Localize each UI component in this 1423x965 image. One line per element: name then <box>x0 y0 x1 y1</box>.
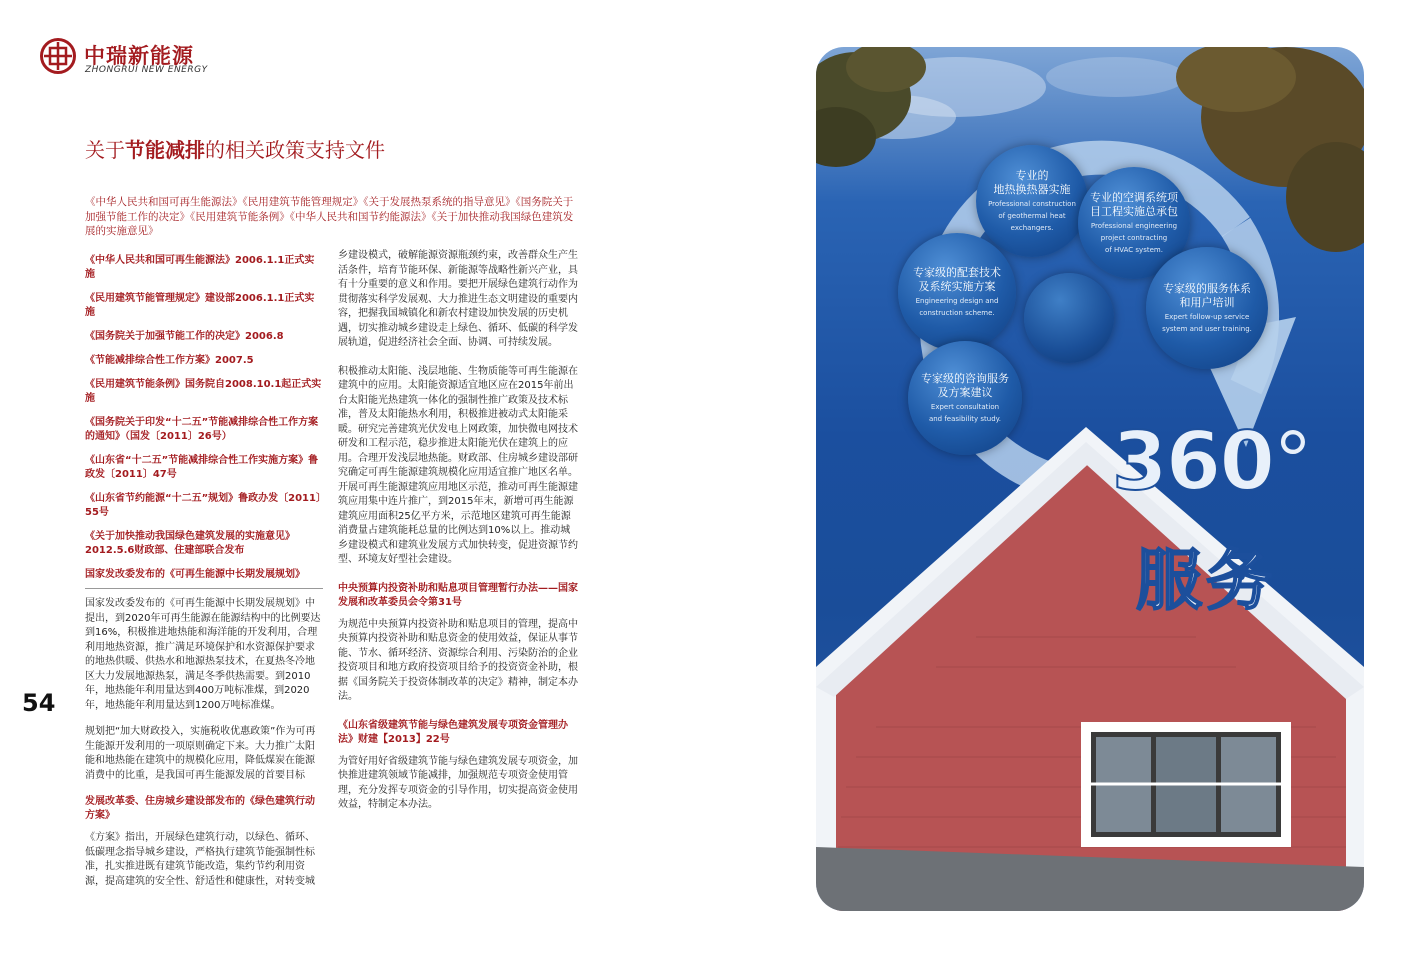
policy-item: 《民用建筑节能管理规定》建设部2006.1.1正式实施 <box>85 293 315 318</box>
service-en: of geothermal heat <box>998 212 1066 220</box>
policy-item: 《中华人民共和国可再生能源法》2006.1.1正式实施 <box>85 255 315 280</box>
intro-paragraph: 《中华人民共和国可再生能源法》《民用建筑节能管理规定》《关于发展热泵系统的指导意见》《国务院关于加强节能工作的决定》《民用建筑节能条例》《中华人民共和国节约能源法》《关于加快推动我国绿色建筑发展的实施意见》 <box>85 196 574 237</box>
service-cn: 专家级的服务体系 <box>1163 282 1251 295</box>
title-suffix: 的相关政策支持文件 <box>205 138 385 162</box>
service-en: Professional construction <box>988 200 1076 208</box>
page-number: 54 <box>22 689 56 717</box>
body-paragraph: 积极推动太阳能、浅层地能、生物质能等可再生能源在建筑中的应用。太阳能资源适宜地区应在2015年前出台太阳能光热建筑一体化的强制性推广政策及技术标准，普及太阳能热水利用，积极推进被动式太阳能采暖。研究完善建筑光伏发电上网政策，加快微电网技术研发和工程示范，稳步推进太阳能光伏在建筑上的应用。合理开发浅层地热能。财政部、住房城乡建设部研究确定可再生能源建筑规模化应用适宜推广地区名单。开展可再生能源建筑应用地区示范，推动可再生能源建筑应用集中连片推广，到2015年末，新增可再生能源建筑应用面积25亿平方米，示范地区建筑可再生能源消费量占建筑能耗总量的比例达到10%以上。推动城乡建设模式和建筑业发展方式加快转变，促进资源节约型、环境友好型社会建设。 <box>338 365 578 565</box>
zhongrui-logo-icon <box>40 38 76 74</box>
policy-item: 《节能减排综合性工作方案》2007.5 <box>85 355 254 366</box>
body-paragraph: 为规范中央预算内投资补助和贴息项目的管理，提高中央预算内投资补助和贴息资金的使用效益，保证从事节能、节水、循环经济、资源综合利用、污染防治的企业投资项目和地方政府投资项目给予的投资资金补助，根据《国务院关于投资体制改革的决定》精神，制定本办法。 <box>338 618 578 702</box>
service-en: exchangers. <box>1010 224 1054 232</box>
service-cn: 专业的 <box>1015 169 1049 182</box>
policy-item: 《民用建筑节能条例》国务院自2008.10.1起正式实施 <box>85 379 322 404</box>
service-circle-design <box>898 233 1016 351</box>
logo-name-en: ZHONGRUI NEW ENERGY <box>85 65 208 75</box>
body-paragraph: 为管好用好省级建筑节能与绿色建筑发展专项资金，加快推进建筑领域节能减排，加强规范专项资金使用管理，充分发挥专项资金的引导作用，切实提高资金使用效益，特制定本办法。 <box>338 755 578 810</box>
section-heading: 《山东省级建筑节能与绿色建筑发展专项资金管理办法》财建【2013】22号 <box>338 719 568 745</box>
service-en: of HVAC system. <box>1105 246 1163 254</box>
service-cn: 专家级的咨询服务 <box>921 372 1009 385</box>
service-circle-geothermal <box>976 145 1088 257</box>
section-heading: 发展改革委、住房城乡建设部发布的《绿色建筑行动方案》 <box>85 796 315 821</box>
service-circle-center <box>1024 273 1114 363</box>
right-column <box>338 249 578 827</box>
title-prefix: 关于 <box>85 138 125 162</box>
service-en: Professional engineering <box>1090 222 1178 230</box>
service-en: Expert consultation <box>930 403 1000 411</box>
service-en: project contracting <box>1100 234 1168 242</box>
service-cn: 专业的空调系统项 <box>1090 191 1178 204</box>
service-en: Expert follow-up service <box>1164 313 1250 321</box>
service-cn: 目工程实施总承包 <box>1090 205 1178 218</box>
section-heading: 中央预算内投资补助和贴息项目管理暂行办法——国家发展和改革委员会令第31号 <box>338 582 578 608</box>
title-highlight: 节能减排 <box>125 138 205 162</box>
policy-item: 《山东省“十二五”节能减排综合性工作实施方案》鲁政发〔2011〕47号 <box>85 455 319 480</box>
service-cn: 和用户培训 <box>1179 296 1235 309</box>
policy-item: 《国务院关于加强节能工作的决定》2006.8 <box>85 331 284 342</box>
service-en: and feasibility study. <box>928 415 1002 423</box>
headline-service: 服务 <box>1136 542 1276 619</box>
service-circle-training <box>1146 247 1268 369</box>
body-paragraph: 乡建设模式，破解能源资源瓶颈约束，改善群众生产生活条件，培育节能环保、新能源等战略性新兴产业，具有十分重要的意义和作用。要把开展绿色建筑行动作为贯彻落实科学发展观、大力推进生态文明建设的重要内容，把握我国城镇化和新农村建设加快发展的历史机遇，切实推动城乡建设走上绿色、循环、低碳的科学发展轨道，促进经济社会全面、协调、可持续发展。 <box>338 250 578 348</box>
service-circle-consulting <box>908 341 1022 455</box>
policy-item: 《山东省节约能源“十二五”规划》鲁政办发〔2011〕55号 <box>85 493 321 518</box>
brand-logo <box>40 38 240 78</box>
body-paragraph: 国家发改委发布的《可再生能源中长期发展规划》中提出，到2020年可再生能源在能源结构中的比例要达到16%，积极推进地热能和海洋能的开发利用，合理利用地热资源，推广满足环境保护和水资源保护要求的地热供暖、供热水和地源热泵技术，在夏热冬冷地区大力发展地源热泵，满足冬季供热需要。到2010年，地热能年利用量达到400万吨标准煤，到2020年，地热能年利用量达到1200万吨标准煤。 <box>85 598 321 711</box>
section-heading: 国家发改委发布的《可再生能源中长期发展规划》 <box>85 569 305 580</box>
policy-item: 《国务院关于印发“十二五”节能减排综合性工作方案的通知》（国发〔2011〕26号） <box>85 417 319 442</box>
tree-left-icon <box>816 47 926 167</box>
headline-360: 360° <box>1112 415 1311 508</box>
section-divider <box>85 588 323 589</box>
service-cn: 专家级的配套技术 <box>913 266 1001 279</box>
tree-right-icon <box>1176 47 1364 252</box>
left-column <box>85 254 323 901</box>
logo-name-cn: 中瑞新能源 <box>84 44 194 68</box>
policy-item: 《关于加快推动我国绿色建筑发展的实施意见》2012.5.6财政部、住建部联合发布 <box>85 531 295 556</box>
service-cn: 及方案建议 <box>937 386 993 399</box>
page-title <box>85 134 385 163</box>
service-en: construction scheme. <box>919 309 995 317</box>
service-cn: 地热换热器实施 <box>993 183 1071 196</box>
body-paragraph: 规划把“加大财政投入，实施税收优惠政策”作为可再生能源开发利用的一项原则确定下来。大力推广太阳能和地热能在建筑中的规模化应用，降低煤炭在能源消费中的比重，是我国可再生能源发展的首要目标 <box>85 726 316 781</box>
body-paragraph: 《方案》指出，开展绿色建筑行动，以绿色、循环、低碳理念指导城乡建设，严格执行建筑节能强制性标准，扎实推进既有建筑节能改造，集约节约利用资源，提高建筑的安全性、舒适性和健康性，对转变城 <box>85 832 315 887</box>
service-en: system and user training. <box>1162 325 1252 333</box>
service-cn: 及系统实施方案 <box>918 280 996 293</box>
service-image-panel <box>816 47 1364 911</box>
service-en: Engineering design and <box>915 297 999 305</box>
